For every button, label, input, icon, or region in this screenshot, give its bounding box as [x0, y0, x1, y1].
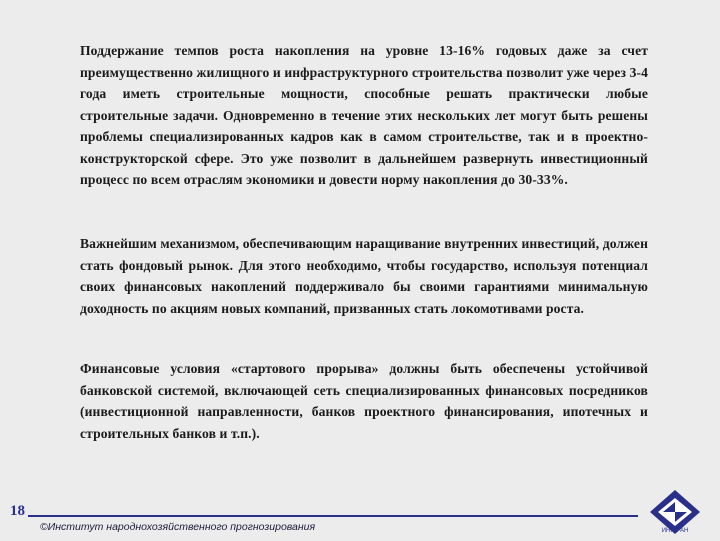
- paragraph-stock-market: Важнейшим механизмом, обеспечивающим наращивание внутренних инвестиций, должен стать фондовый рынок. Для этого необходимо, чтобы государство, используя потенциал своих финансовых накоплений поддерживало бы своими гарантиями минимальную доходность по акциям новых компаний, призванных стать локомотивами роста.: [80, 236, 648, 316]
- page-number: 18: [10, 503, 25, 519]
- copyright-text: ©Институт народнохозяйственного прогнозирования: [40, 521, 316, 533]
- logo-caption: ИНП РАН: [661, 528, 689, 534]
- paragraph-growth-rate: Поддержание темпов роста накопления на уровне 13-16% годовых даже за счет преимущественно жилищного и инфраструктурного строительства позволит уже через 3-4 года иметь строительные мощности, способные решать практически любые строительные задачи. Одновременно в течение этих нескольких лет могут быть решены проблемы специализированных кадров как в самом строительстве, так и в проектно-конструкторской сфере. Это уже позволит в дальнейшем развернуть инвестиционный процесс по всем отраслям экономики и довести норму накопления до 30-33%.: [80, 43, 648, 187]
- paragraph-banking-system: Финансовые условия «стартового прорыва» должны быть обеспечены устойчивой банковской системой, включающей сеть специализированных финансовых посредников (инвестиционной направленности, банков проектного финансирования, ипотечных и строительных банков и т.п.).: [80, 361, 648, 441]
- footer-divider: [28, 515, 638, 517]
